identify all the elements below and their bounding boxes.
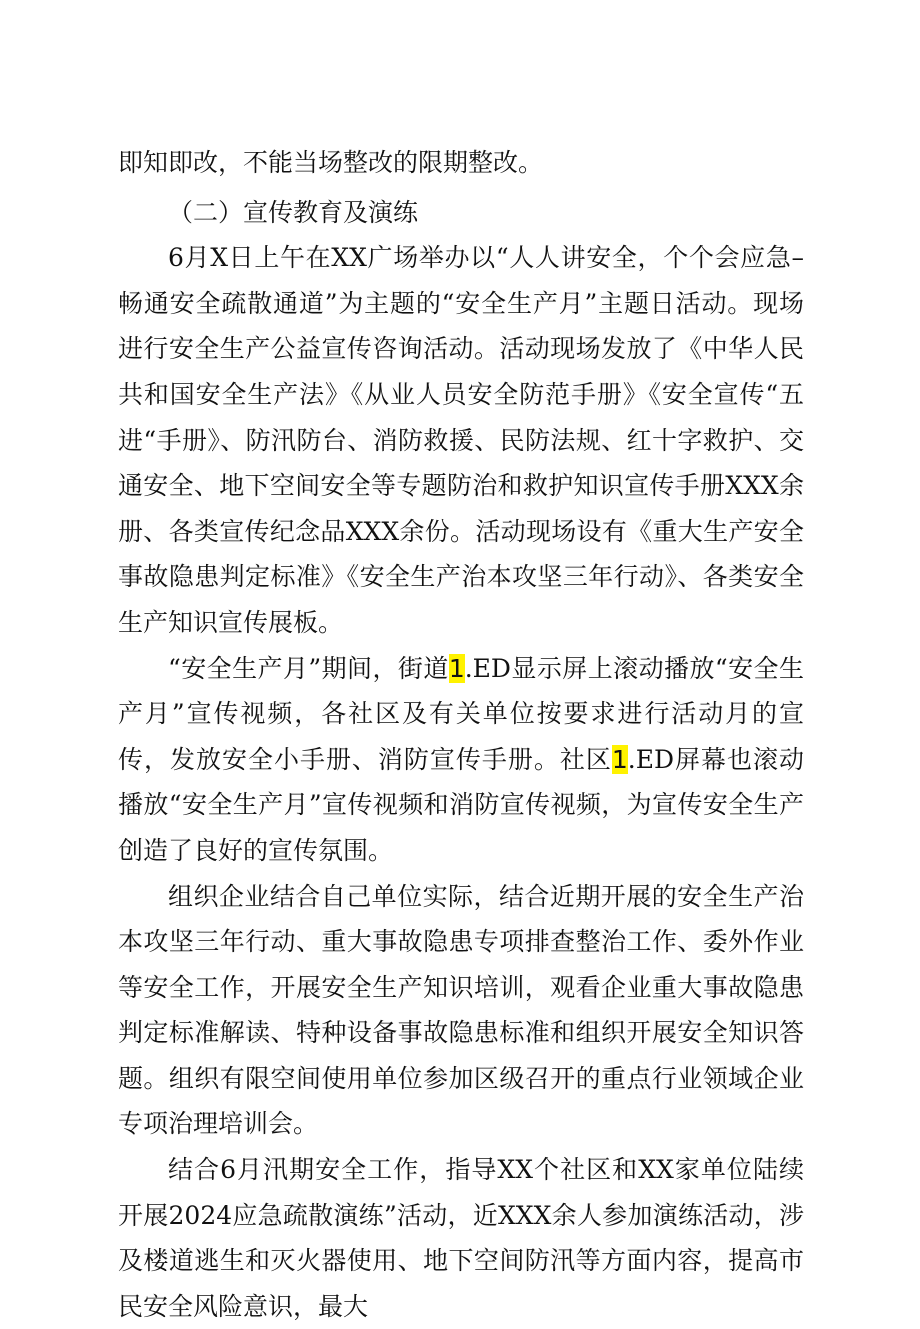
paragraph-continuation: 即知即改，不能当场整改的限期整改。 bbox=[118, 148, 544, 177]
led-text-part2: .ED显示屏上滚动播放“安全生产月”宣传视频，各社区及有关单位按要求进行活动月的宣传，发放安全小手册、消防宣传手册。社区 bbox=[118, 653, 804, 774]
highlight-mark-2: 1 bbox=[611, 744, 628, 774]
paragraph-evacuation-drill: 结合6月汛期安全工作，指导XX个社区和XX家单位陆续开展2024应急疏散演练”活动，近XXX余人参加演练活动，涉及楼道逃生和灭火器使用、地下空间防汛等方面内容，提高市民安全风险意识，最大 bbox=[118, 1155, 804, 1321]
paragraph-safety-day: 6月X日上午在XX广场举办以“人人讲安全，个个会应急–畅通安全疏散通道”为主题的“安全生产月”主题日活动。现场进行安全生产公益宣传咨询活动。活动现场发放了《中华人民共和国安全生产法》《从业人员安全防范手册》《安全宣传“五进“手册》、防汛防台、消防救援、民防法规、红十字救护、交通安全、地下空间安全等专题防治和救护知识宣传手册XXX余册、各类宣传纪念品XXX余份。活动现场设有《重大生产安全事故隐患判定标准》《安全生产治本攻坚三年行动》、各类安全生产知识宣传展板。 bbox=[118, 243, 804, 637]
paragraph-led-screens bbox=[118, 646, 804, 874]
document-page bbox=[118, 140, 804, 1329]
led-text-part3: .ED屏幕也滚动播放“安全生产月”宣传视频和消防宣传视频，为宣传安全生产创造了良好的宣传氛围。 bbox=[118, 744, 804, 865]
led-text-part1: “安全生产月”期间，街道 bbox=[168, 653, 449, 683]
paragraph-enterprise-training: 组织企业结合自己单位实际，结合近期开展的安全生产治本攻坚三年行动、重大事故隐患专项排查整治工作、委外作业等安全工作，开展安全生产知识培训，观看企业重大事故隐患判定标准解读、特种设备事故隐患标准和组织开展安全知识答题。组织有限空间使用单位参加区级召开的重点行业领域企业专项治理培训会。 bbox=[118, 881, 804, 1139]
section-heading: （二）宣传教育及演练 bbox=[168, 197, 419, 227]
highlight-mark-1: 1 bbox=[448, 653, 465, 683]
